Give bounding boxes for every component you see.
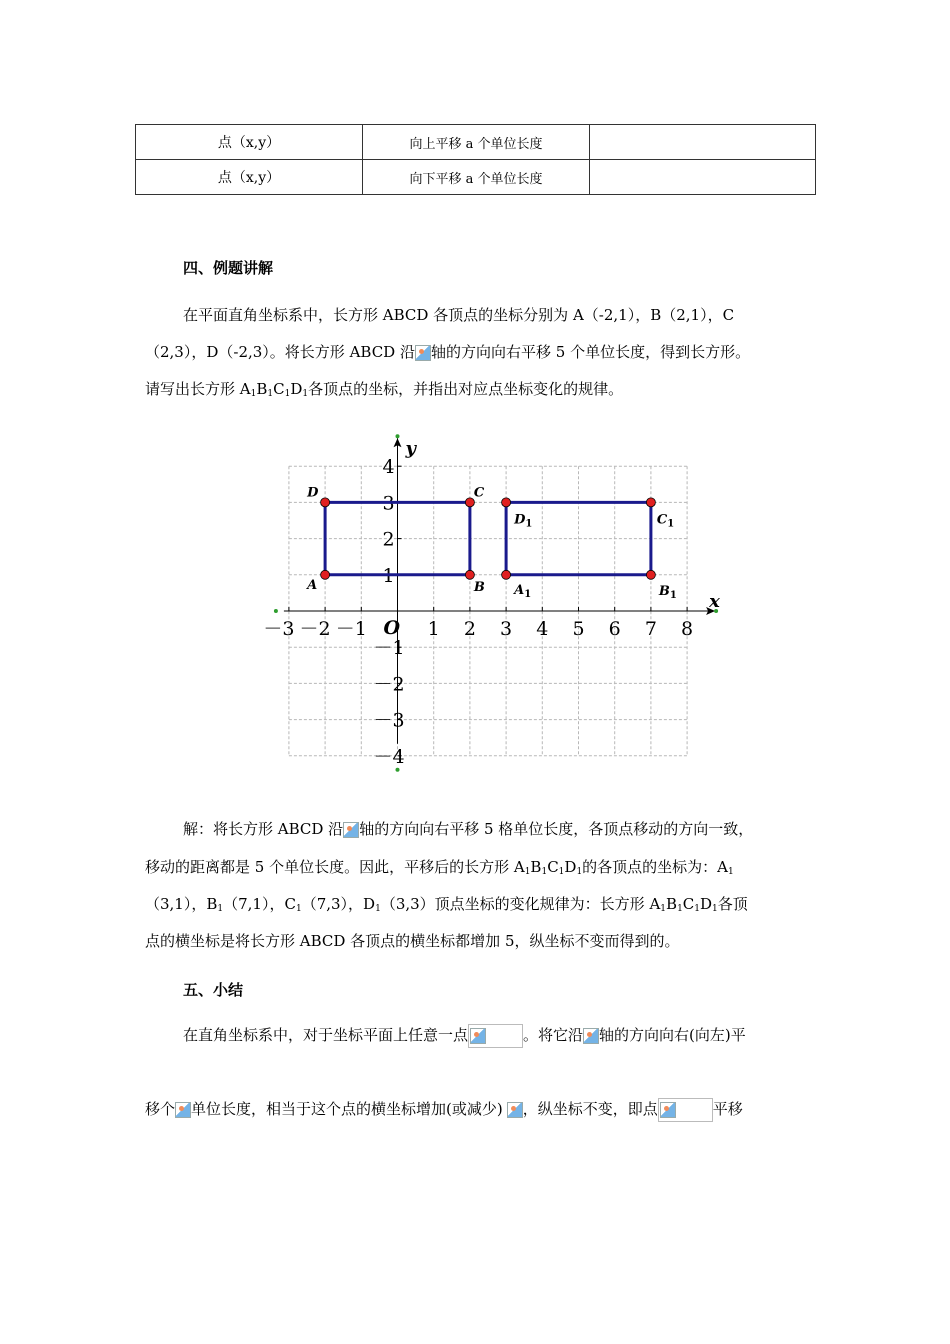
vertex-label-D1: $D_1$ (514, 512, 533, 530)
vertex-label-D: D (307, 485, 319, 501)
vertex-point-D (321, 498, 330, 507)
table-cell-action: 向上平移 a 个单位长度 (363, 125, 590, 160)
solution-line-2: 移动的距离都是 5 个单位长度。因此，平移后的长方形 $A_1B_1C_1D_1$的各顶点的坐标为：$A_1$ (145, 858, 734, 877)
table-row (136, 160, 816, 195)
vertex-label-subscript: 1 (525, 518, 533, 530)
table-cell-result (590, 160, 816, 195)
y-axis-label: y (405, 438, 416, 460)
axis-end-dot (396, 768, 400, 772)
axes (274, 434, 720, 772)
table-cell-result (590, 125, 816, 160)
table-row (136, 125, 816, 160)
table-cell-point: 点（x,y） (136, 125, 363, 160)
x-tick-label: －3 (263, 618, 295, 640)
x-tick-label: 3 (500, 618, 513, 640)
y-tick-label: 3 (382, 492, 395, 515)
x-tick-label: 2 (463, 618, 476, 640)
broken-image-icon (470, 1028, 486, 1044)
y-tick-label: 2 (382, 528, 395, 551)
broken-image-icon (175, 1102, 191, 1118)
vertex-label-B1: $B_1$ (658, 583, 677, 601)
broken-image-icon (583, 1028, 599, 1044)
summary-line-1: 在直角坐标系中，对于坐标平面上任意一点 。将它沿 轴的方向向右(向左)平 (183, 1024, 746, 1048)
vertex-label-C1: $C_1$ (656, 512, 675, 530)
table-cell-action: 向下平移 a 个单位长度 (363, 160, 590, 195)
x-tick-label: 5 (572, 618, 585, 640)
vertex-label-C: C (473, 485, 485, 501)
formula-image (468, 1024, 523, 1048)
axis-end-dot (274, 609, 278, 613)
solution-line-4: 点的横坐标是将长方形 ABCD 各顶点的横坐标都增加 5，纵坐标不变而得到的。 (145, 932, 680, 950)
vertex-point-D1 (502, 498, 511, 507)
section-heading-summary: 五、小结 (183, 981, 244, 999)
y-tick-label: －3 (373, 709, 405, 732)
problem-line-1: 在平面直角坐标系中，长方形 ABCD 各顶点的坐标分别为 A（-2,1），B（2,1），C (183, 306, 735, 324)
vertex-point-A (321, 570, 330, 579)
table-cell-point: 点（x,y） (136, 160, 363, 195)
y-tick-label: 1 (382, 564, 395, 587)
vertex-point-B (465, 570, 474, 579)
translation-table (135, 124, 816, 195)
solution-line-1: 解：将长方形 ABCD 沿 轴的方向向右平移 5 格单位长度，各顶点移动的方向一致， (183, 820, 754, 838)
vertex-point-C1 (646, 498, 655, 507)
vertex-label-subscript: 1 (667, 518, 675, 530)
solution-line-3: （3,1），$B_1(7,1)$，$C_1(7,3)$，$D_1(3,3)$顶点坐标的变化规律为：长方形 $A_1B_1C_1D_1$各顶 (145, 895, 748, 914)
x-tick-label: －2 (299, 618, 331, 640)
broken-image-icon (660, 1102, 676, 1118)
vertex-point-B1 (646, 570, 655, 579)
vertex-label-A: A (307, 577, 318, 593)
vertex-label-A1: $A_1$ (514, 582, 532, 600)
x-tick-label: 6 (608, 618, 621, 640)
coordinate-graph (263, 430, 730, 790)
problem-line-2: （2,3），D（-2,3）。将长方形 ABCD 沿 轴的方向向右平移 5 个单位长度，得到长方形。 (145, 343, 751, 361)
y-tick-label: －4 (373, 745, 405, 768)
problem-line-3: 请写出长方形 $A_1B_1C_1D_1$各顶点的坐标，并指出对应点坐标变化的规律。 (145, 380, 624, 399)
y-tick-label: －1 (373, 637, 405, 660)
axis-end-dot (396, 434, 400, 438)
origin-label: O (383, 617, 401, 639)
y-tick-label: －2 (373, 673, 405, 696)
vertex-label-B: B (473, 579, 485, 595)
x-tick-label: 7 (644, 618, 657, 640)
x-axis-label: x (709, 591, 720, 612)
broken-image-icon (343, 822, 359, 838)
y-tick-label: 4 (382, 456, 395, 479)
broken-image-icon (507, 1102, 523, 1118)
broken-image-icon (415, 345, 431, 361)
vertex-label-subscript: 1 (669, 589, 677, 601)
x-tick-label: －1 (335, 618, 367, 640)
section-heading-example: 四、例题讲解 (183, 259, 274, 277)
vertex-label-subscript: 1 (524, 588, 532, 600)
x-tick-label: 4 (536, 618, 549, 640)
vertex-point-A1 (502, 570, 511, 579)
formula-image (658, 1098, 713, 1122)
summary-line-2: 移个 单位长度，相当于这个点的横坐标增加(或减少) ，纵坐标不变，即点 平移 (145, 1098, 743, 1122)
x-tick-label: 1 (427, 618, 440, 640)
x-tick-label: 8 (681, 618, 694, 640)
